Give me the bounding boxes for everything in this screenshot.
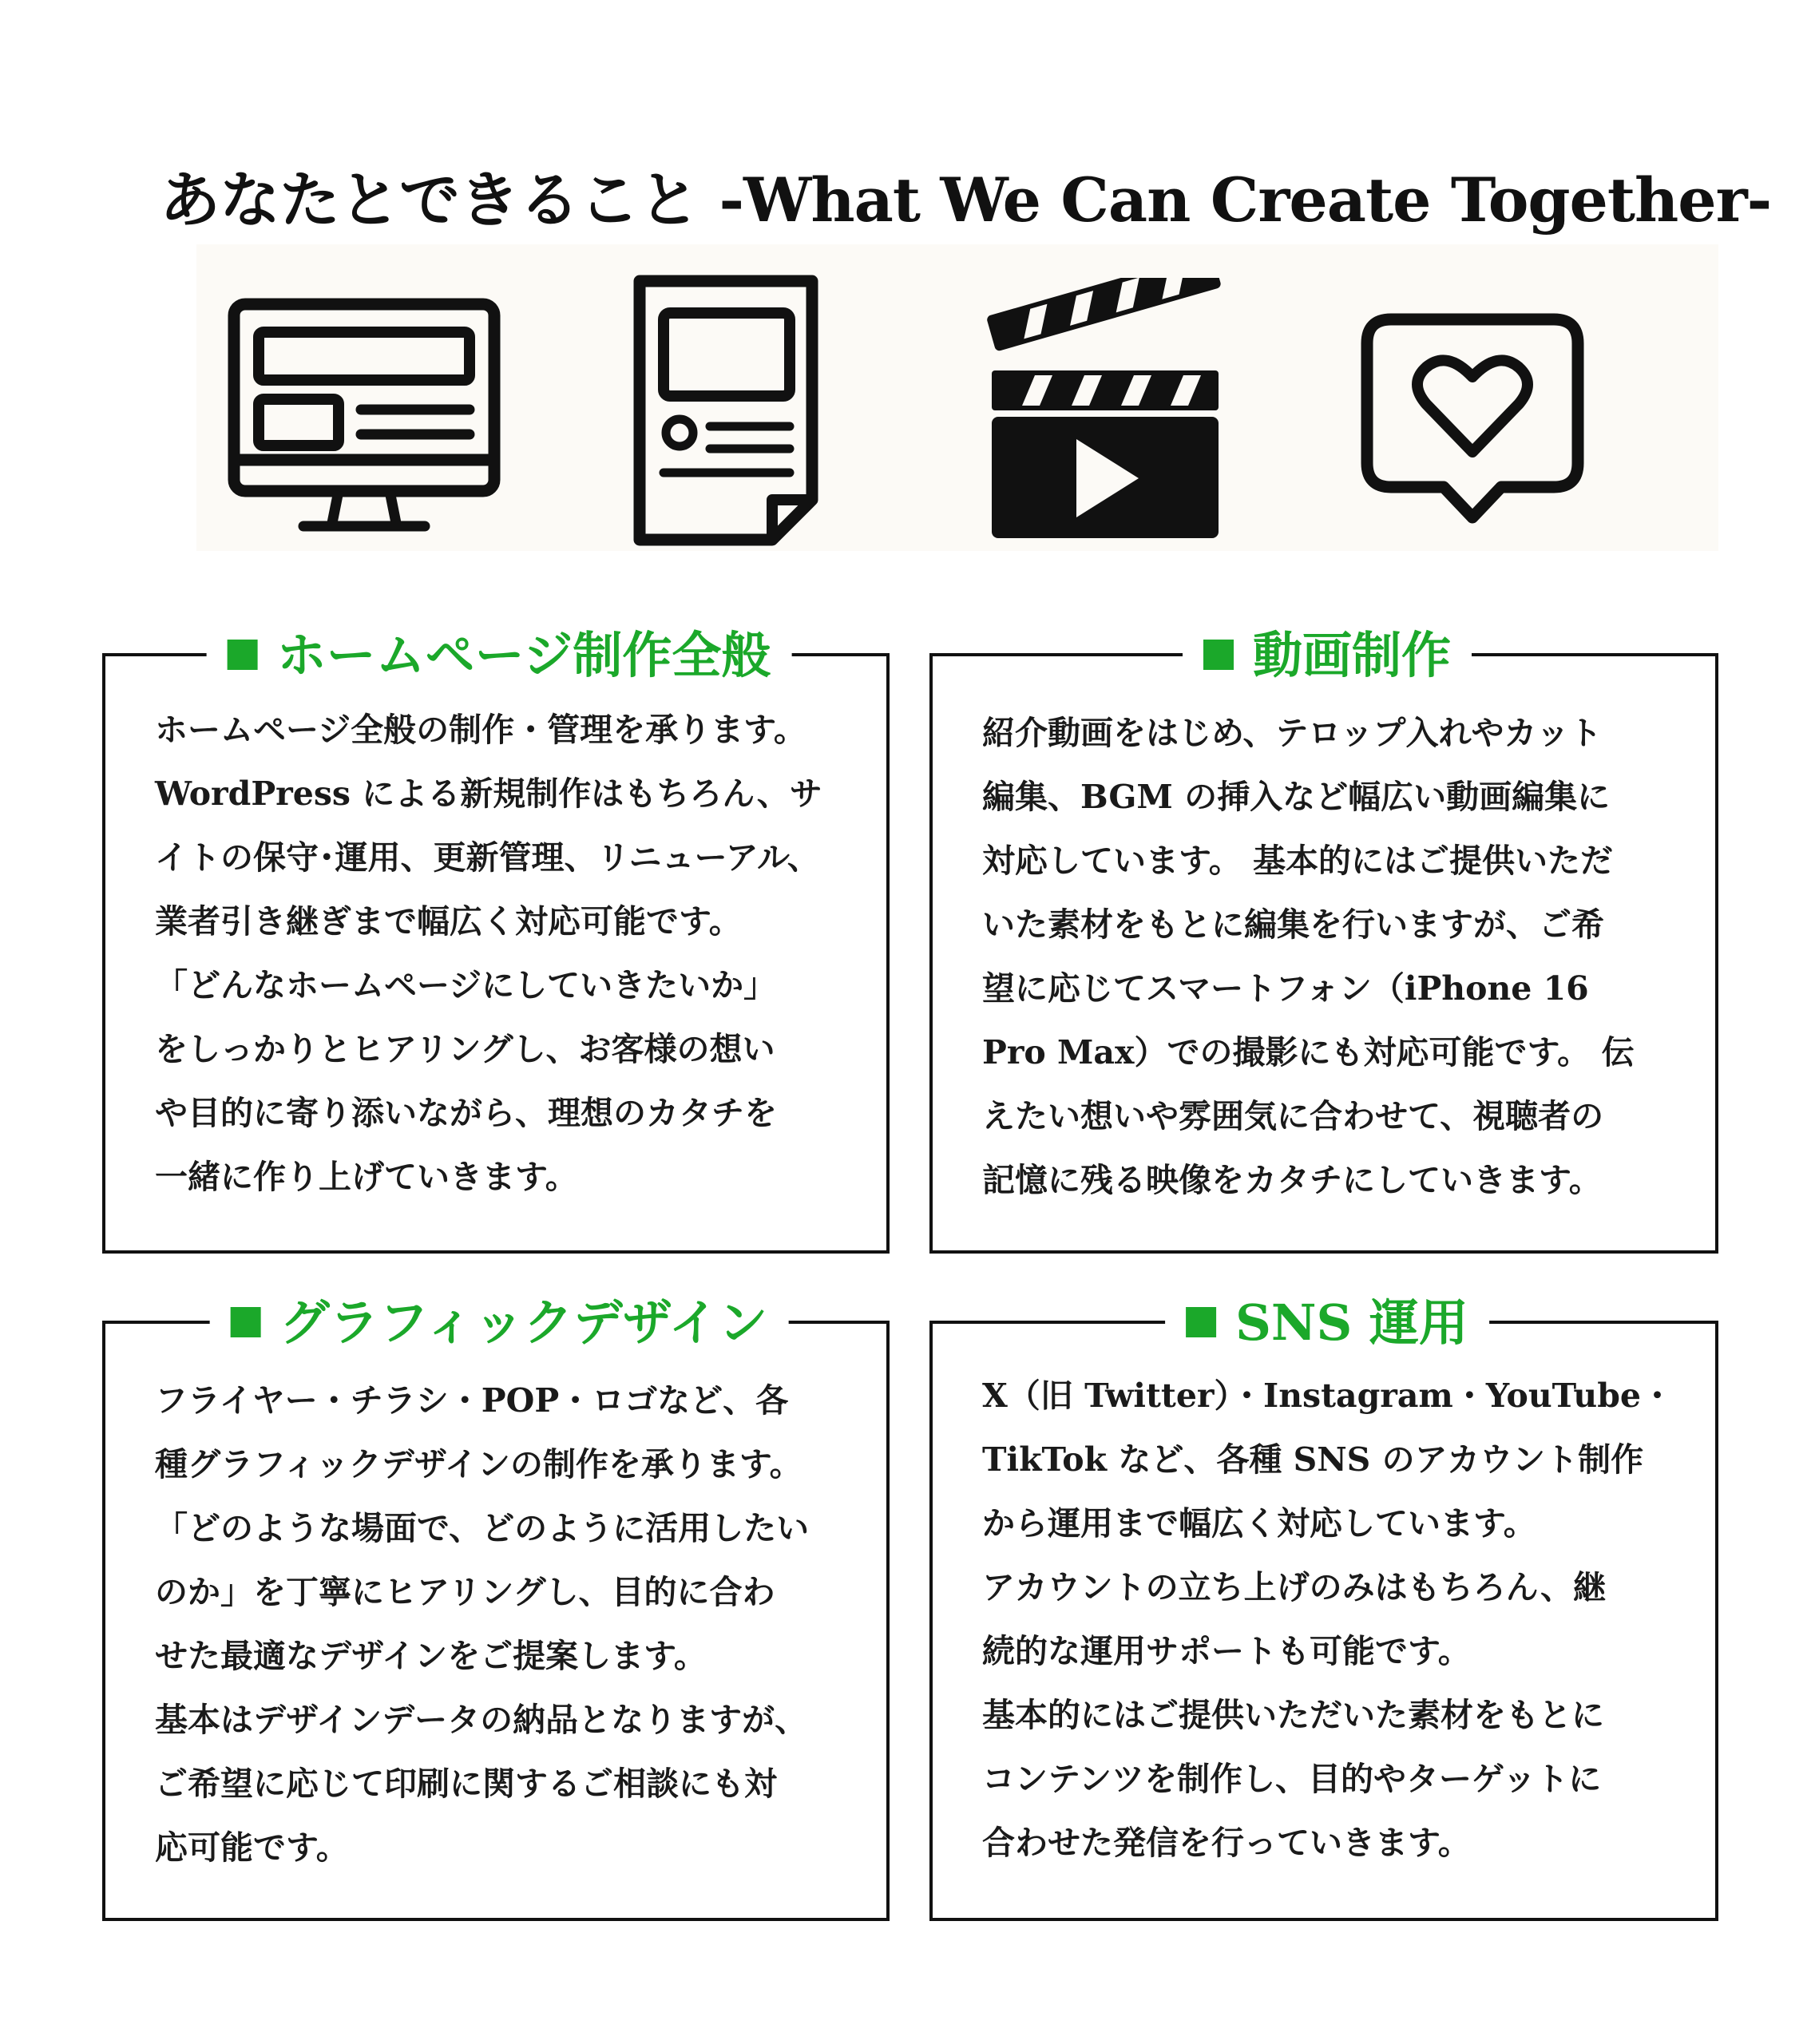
body-line: 「どのような場面で、どのように活用したい bbox=[155, 1509, 810, 1547]
card-body bbox=[155, 1369, 809, 1880]
body-line: 編集、BGM の挿入など幅広い動画編集に bbox=[982, 778, 1611, 816]
service-card-video bbox=[929, 626, 1718, 1254]
body-line: から運用まで幅広く対応しています。 bbox=[982, 1504, 1536, 1543]
body-line: や目的に寄り添いながら、理想のカタチを bbox=[155, 1094, 777, 1132]
body-line: TikTok など、各種 SNS のアカウント制作 bbox=[982, 1440, 1644, 1479]
document-page-icon bbox=[632, 273, 823, 548]
body-line: 対応しています。 基本的にはご提供いただ bbox=[982, 842, 1613, 880]
body-line: ホームページ全般の制作・管理を承ります。 bbox=[155, 711, 806, 749]
body-line: 応可能です。 bbox=[155, 1828, 349, 1867]
body-line: 記憶に残る映像をカタチにしていきます。 bbox=[982, 1161, 1602, 1199]
body-line: Pro Max）での撮影にも対応可能です。 伝 bbox=[982, 1033, 1635, 1072]
body-line: 紹介動画をはじめ、テロップ入れやカット bbox=[982, 714, 1603, 752]
card-heading bbox=[1165, 1287, 1489, 1359]
body-line: いた素材をもとに編集を行いますが、ご希 bbox=[982, 905, 1604, 944]
service-card-sns bbox=[929, 1293, 1718, 1921]
body-line: 望に応じてスマートフォン（iPhone 16 bbox=[982, 969, 1589, 1008]
card-body bbox=[982, 1364, 1674, 1875]
body-line: イトの保守･運用、更新管理、リニューアル、 bbox=[155, 838, 820, 877]
green-square-icon bbox=[231, 1307, 261, 1337]
icon-strip bbox=[196, 244, 1718, 551]
green-square-icon bbox=[1186, 1307, 1216, 1337]
body-line: ご希望に応じて印刷に関するご相談にも対 bbox=[155, 1765, 777, 1803]
green-square-icon bbox=[228, 640, 258, 670]
body-line: 続的な運用サポートも可能です。 bbox=[982, 1632, 1471, 1670]
body-line: アカウントの立ち上げのみはもちろん、継 bbox=[982, 1568, 1607, 1606]
body-line: コンテンツを制作し、目的やターゲットに bbox=[982, 1760, 1602, 1798]
service-card-homepage bbox=[102, 626, 890, 1254]
body-line: フライヤー・チラシ・POP・ロゴなど、各 bbox=[155, 1381, 789, 1420]
body-line: せた最適なデザインをご提案します。 bbox=[155, 1637, 707, 1675]
card-heading bbox=[210, 1287, 789, 1359]
card-title: 動画制作 bbox=[1252, 626, 1452, 684]
body-line: 基本はデザインデータの納品となりますが、 bbox=[155, 1701, 808, 1739]
body-line: WordPress による新規制作はもちろん、サ bbox=[155, 774, 822, 813]
body-line: 種グラフィックデザインの制作を承ります。 bbox=[155, 1445, 802, 1483]
service-card-graphic bbox=[102, 1293, 890, 1921]
body-line: 業者引き継ぎまで幅広く対応可能です。 bbox=[155, 902, 742, 941]
body-line: X（旧 Twitter）・Instagram・YouTube・ bbox=[982, 1377, 1674, 1415]
body-line: をしっかりとヒアリングし、お客様の想い bbox=[155, 1030, 775, 1068]
heart-speech-bubble-icon bbox=[1359, 311, 1586, 530]
body-line: えたい想いや雰囲気に合わせて、視聴者の bbox=[982, 1097, 1604, 1135]
clapperboard-video-icon bbox=[982, 278, 1227, 543]
card-title: グラフィックデザイン bbox=[279, 1293, 768, 1352]
card-body bbox=[982, 701, 1634, 1212]
card-body bbox=[155, 698, 822, 1209]
body-line: 合わせた発信を行っていきます。 bbox=[982, 1824, 1471, 1862]
body-line: のか」を丁寧にヒアリングし、目的に合わ bbox=[155, 1573, 775, 1611]
page-title: あなたとできること -What We Can Create Together- bbox=[160, 164, 1772, 236]
card-title: SNS 運用 bbox=[1235, 1293, 1468, 1352]
card-heading bbox=[207, 620, 792, 691]
body-line: 「どんなホームページにしていきたいか」 bbox=[155, 966, 777, 1004]
card-heading bbox=[1183, 620, 1472, 691]
green-square-icon bbox=[1203, 640, 1234, 670]
body-line: 基本的にはご提供いただいた素材をもとに bbox=[982, 1696, 1604, 1734]
desktop-monitor-icon bbox=[227, 297, 501, 537]
card-title: ホームページ制作全般 bbox=[276, 626, 771, 684]
body-line: 一緒に作り上げていきます。 bbox=[155, 1158, 578, 1196]
